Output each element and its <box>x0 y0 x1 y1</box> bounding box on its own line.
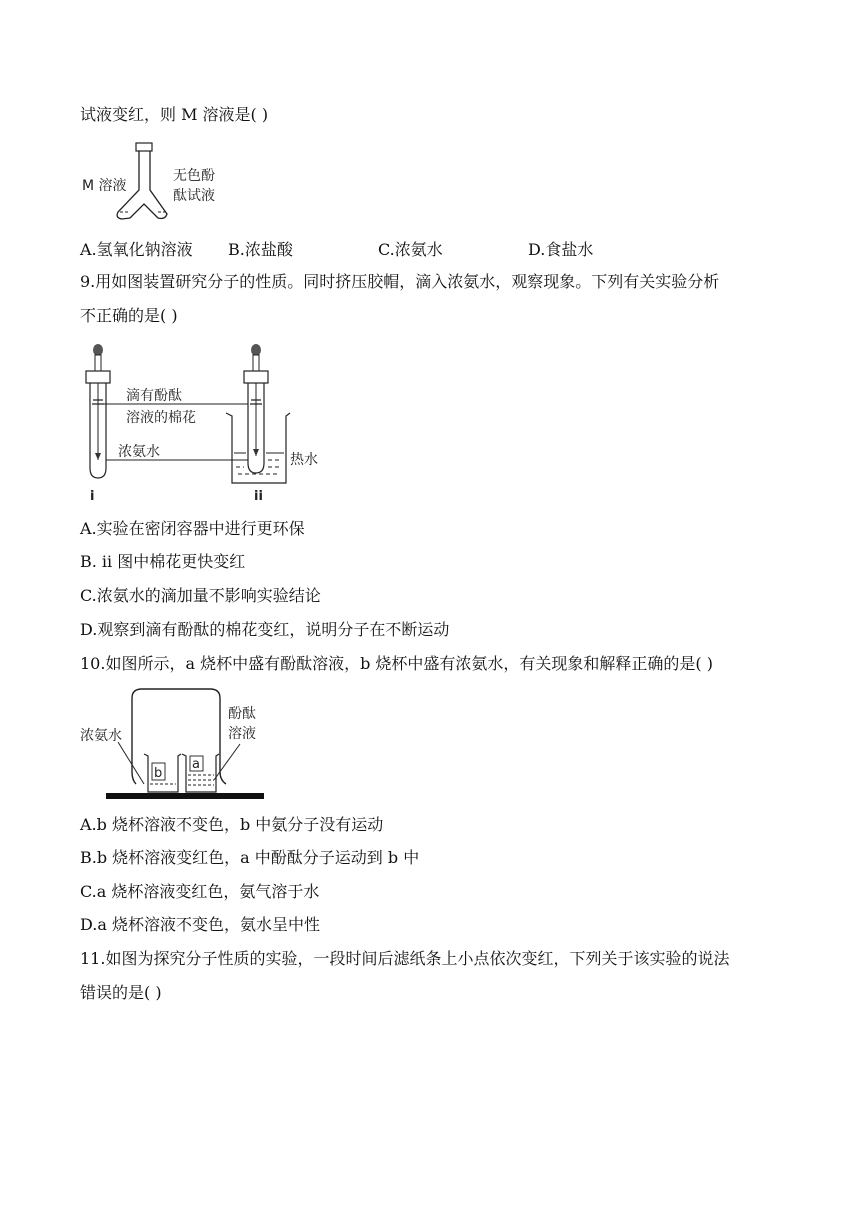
q11-stem-line2: 错误的是( ) <box>80 983 162 1002</box>
label-figure-i: i <box>90 489 95 504</box>
q10-option-b[interactable]: B.b 烧杯溶液变红色，a 中酚酞分子运动到 b 中 <box>80 848 420 867</box>
q10-figure-beakers <box>78 684 278 804</box>
q10-option-d[interactable]: D.a 烧杯溶液不变色，氨水呈中性 <box>80 915 320 934</box>
label-cotton-line2: 溶液的棉花 <box>126 410 196 426</box>
q9-option-b[interactable]: B. ii 图中棉花更快变红 <box>80 552 246 571</box>
label-m-solution: M 溶液 <box>82 178 127 194</box>
q9-stem-line1: 9.用如图装置研究分子的性质。同时挤压胶帽，滴入浓氨水，观察现象。下列有关实验分析 <box>80 272 720 291</box>
q9-stem-line2: 不正确的是( ) <box>80 306 178 325</box>
label-figure-ii: ii <box>254 489 263 504</box>
q9-figure-tubes <box>78 338 338 508</box>
q10-option-a[interactable]: A.b 烧杯溶液不变色，b 中氨分子没有运动 <box>80 815 384 834</box>
label-hot-water: 热水 <box>290 452 318 468</box>
q9-option-d[interactable]: D.观察到滴有酚酞的棉花变红，说明分子在不断运动 <box>80 620 450 639</box>
label-phenol-line1: 酚酞 <box>228 706 256 722</box>
label-phenol-line2: 溶液 <box>228 726 256 742</box>
label-ammonia-beaker: 浓氨水 <box>80 728 122 744</box>
q8-option-a[interactable]: A.氢氧化钠溶液 <box>80 240 193 259</box>
q8-stem-tail: 试液变红，则 M 溶液是( ) <box>80 105 269 124</box>
label-indicator-line1: 无色酚 <box>173 168 215 184</box>
label-ammonia: 浓氨水 <box>118 444 160 460</box>
q8-options <box>80 240 780 260</box>
q8-option-d[interactable]: D.食盐水 <box>528 240 594 259</box>
label-beaker-b: b <box>154 766 163 781</box>
q8-option-b[interactable]: B.浓盐酸 <box>228 240 293 259</box>
label-indicator-line2: 酞试液 <box>173 188 215 204</box>
q9-option-c[interactable]: C.浓氨水的滴加量不影响实验结论 <box>80 586 321 605</box>
q10-option-c[interactable]: C.a 烧杯溶液变红色，氨气溶于水 <box>80 882 320 901</box>
q10-stem: 10.如图所示，a 烧杯中盛有酚酞溶液，b 烧杯中盛有浓氨水，有关现象和解释正确的是( ) <box>80 654 713 673</box>
label-cotton-line1: 滴有酚酞 <box>126 388 182 404</box>
label-beaker-a: a <box>192 757 200 772</box>
q9-option-a[interactable]: A.实验在密闭容器中进行更环保 <box>80 519 305 538</box>
q11-stem-line1: 11.如图为探究分子性质的实验，一段时间后滤纸条上小点依次变红，下列关于该实验的说法 <box>80 949 730 968</box>
q8-option-c[interactable]: C.浓氨水 <box>378 240 443 259</box>
q8-figure-y-tube <box>78 140 228 225</box>
